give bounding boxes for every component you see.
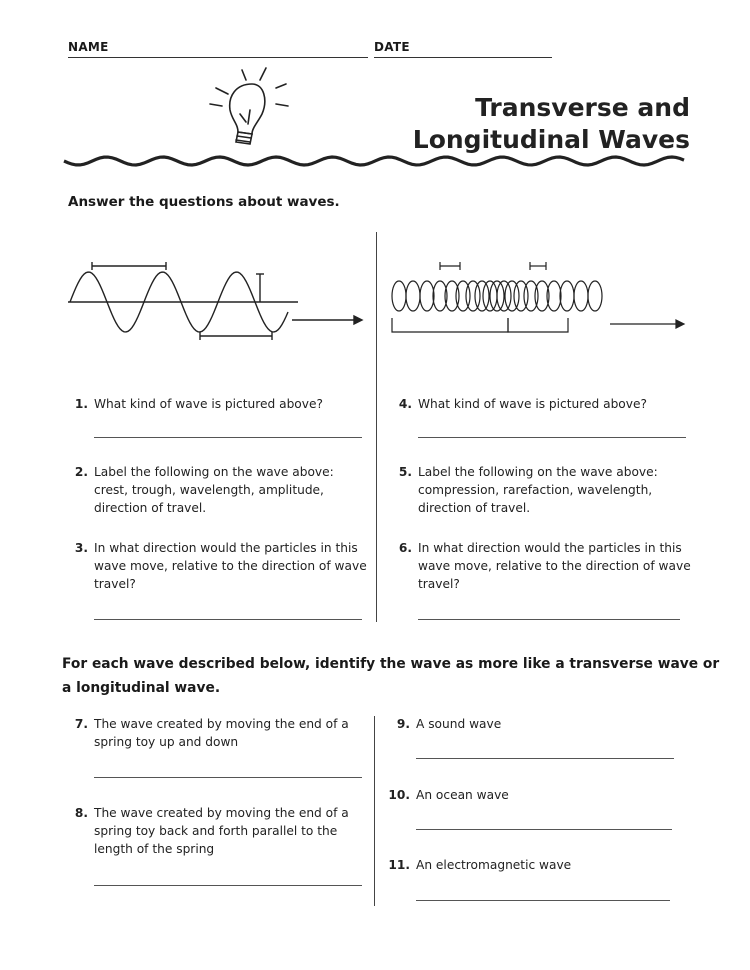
section2-instruction-line-1: For each wave described below, identify the wave as more like a transverse wave or — [62, 656, 720, 672]
spring-coil — [505, 281, 519, 311]
answer-line-11[interactable] — [416, 900, 670, 901]
wavy-divider — [64, 146, 704, 176]
question-3 — [70, 539, 370, 595]
answer-line-1[interactable] — [94, 437, 362, 438]
question-text: Label the following on the wave above: compression, rarefaction, wavelength, direction of travel. — [418, 465, 658, 515]
question-6 — [394, 539, 704, 595]
section2-instruction-line-2: a longitudinal wave. — [62, 680, 221, 696]
question-11 — [388, 856, 702, 876]
question-text: Label the following on the wave above: crest, trough, wavelength, amplitude, direction of travel. — [94, 465, 334, 515]
answer-line-6[interactable] — [418, 619, 680, 620]
question-text: What kind of wave is pictured above? — [418, 397, 647, 411]
question-text: The wave created by moving the end of a spring toy back and forth parallel to the length of the spring — [94, 806, 349, 856]
spring-coil — [420, 281, 434, 311]
spring-coil — [574, 281, 588, 311]
question-number: 3. — [74, 541, 88, 555]
transverse-wave-diagram[interactable] — [60, 258, 370, 348]
question-4 — [394, 395, 704, 415]
spring-coil — [475, 281, 489, 311]
title-line-2: Longitudinal Waves — [412, 125, 690, 154]
answer-line-9[interactable] — [416, 758, 674, 759]
question-text: In what direction would the particles in this wave move, relative to the direction of wave travel? — [94, 541, 367, 591]
title-line-1: Transverse and — [475, 93, 690, 122]
answer-line-7[interactable] — [94, 777, 362, 778]
question-5 — [394, 463, 704, 519]
question-text: An ocean wave — [416, 788, 509, 802]
date-line[interactable] — [374, 57, 552, 58]
question-7 — [70, 715, 370, 755]
question-number: 9. — [396, 717, 410, 731]
question-8 — [70, 804, 370, 860]
question-number: 7. — [74, 717, 88, 731]
date-label: DATE — [374, 40, 410, 54]
question-9 — [392, 715, 702, 735]
name-line[interactable] — [68, 57, 368, 58]
spring-coil — [392, 281, 406, 311]
name-label: NAME — [68, 40, 109, 54]
question-number: 11. — [388, 858, 410, 872]
question-text: An electromagnetic wave — [416, 858, 572, 872]
column-divider-1 — [376, 232, 377, 622]
longitudinal-wave-diagram[interactable] — [386, 258, 706, 338]
question-number: 1. — [74, 397, 88, 411]
question-text: In what direction would the particles in this wave move, relative to the direction of wave travel? — [418, 541, 691, 591]
spring-coil — [524, 281, 538, 311]
question-number: 2. — [74, 465, 88, 479]
question-text: What kind of wave is pictured above? — [94, 397, 323, 411]
section2-instruction — [62, 652, 719, 700]
question-number: 6. — [398, 541, 412, 555]
answer-line-8[interactable] — [94, 885, 362, 886]
answer-line-10[interactable] — [416, 829, 672, 830]
answer-line-4[interactable] — [418, 437, 686, 438]
question-10 — [388, 786, 702, 806]
lightbulb-icon — [200, 62, 300, 152]
question-text: The wave created by moving the end of a spring toy up and down — [94, 717, 349, 749]
question-number: 5. — [398, 465, 412, 479]
question-number: 8. — [74, 806, 88, 820]
question-number: 4. — [398, 397, 412, 411]
section1-instruction: Answer the questions about waves. — [68, 194, 340, 210]
spring-coil — [466, 281, 480, 311]
column-divider-2 — [374, 716, 375, 906]
question-2 — [70, 463, 370, 519]
answer-line-3[interactable] — [94, 619, 362, 620]
question-number: 10. — [388, 788, 410, 802]
spring-coil — [560, 281, 574, 311]
question-text: A sound wave — [416, 717, 502, 731]
spring-coil — [406, 281, 420, 311]
spring-coil — [588, 281, 602, 311]
question-1 — [70, 395, 370, 415]
